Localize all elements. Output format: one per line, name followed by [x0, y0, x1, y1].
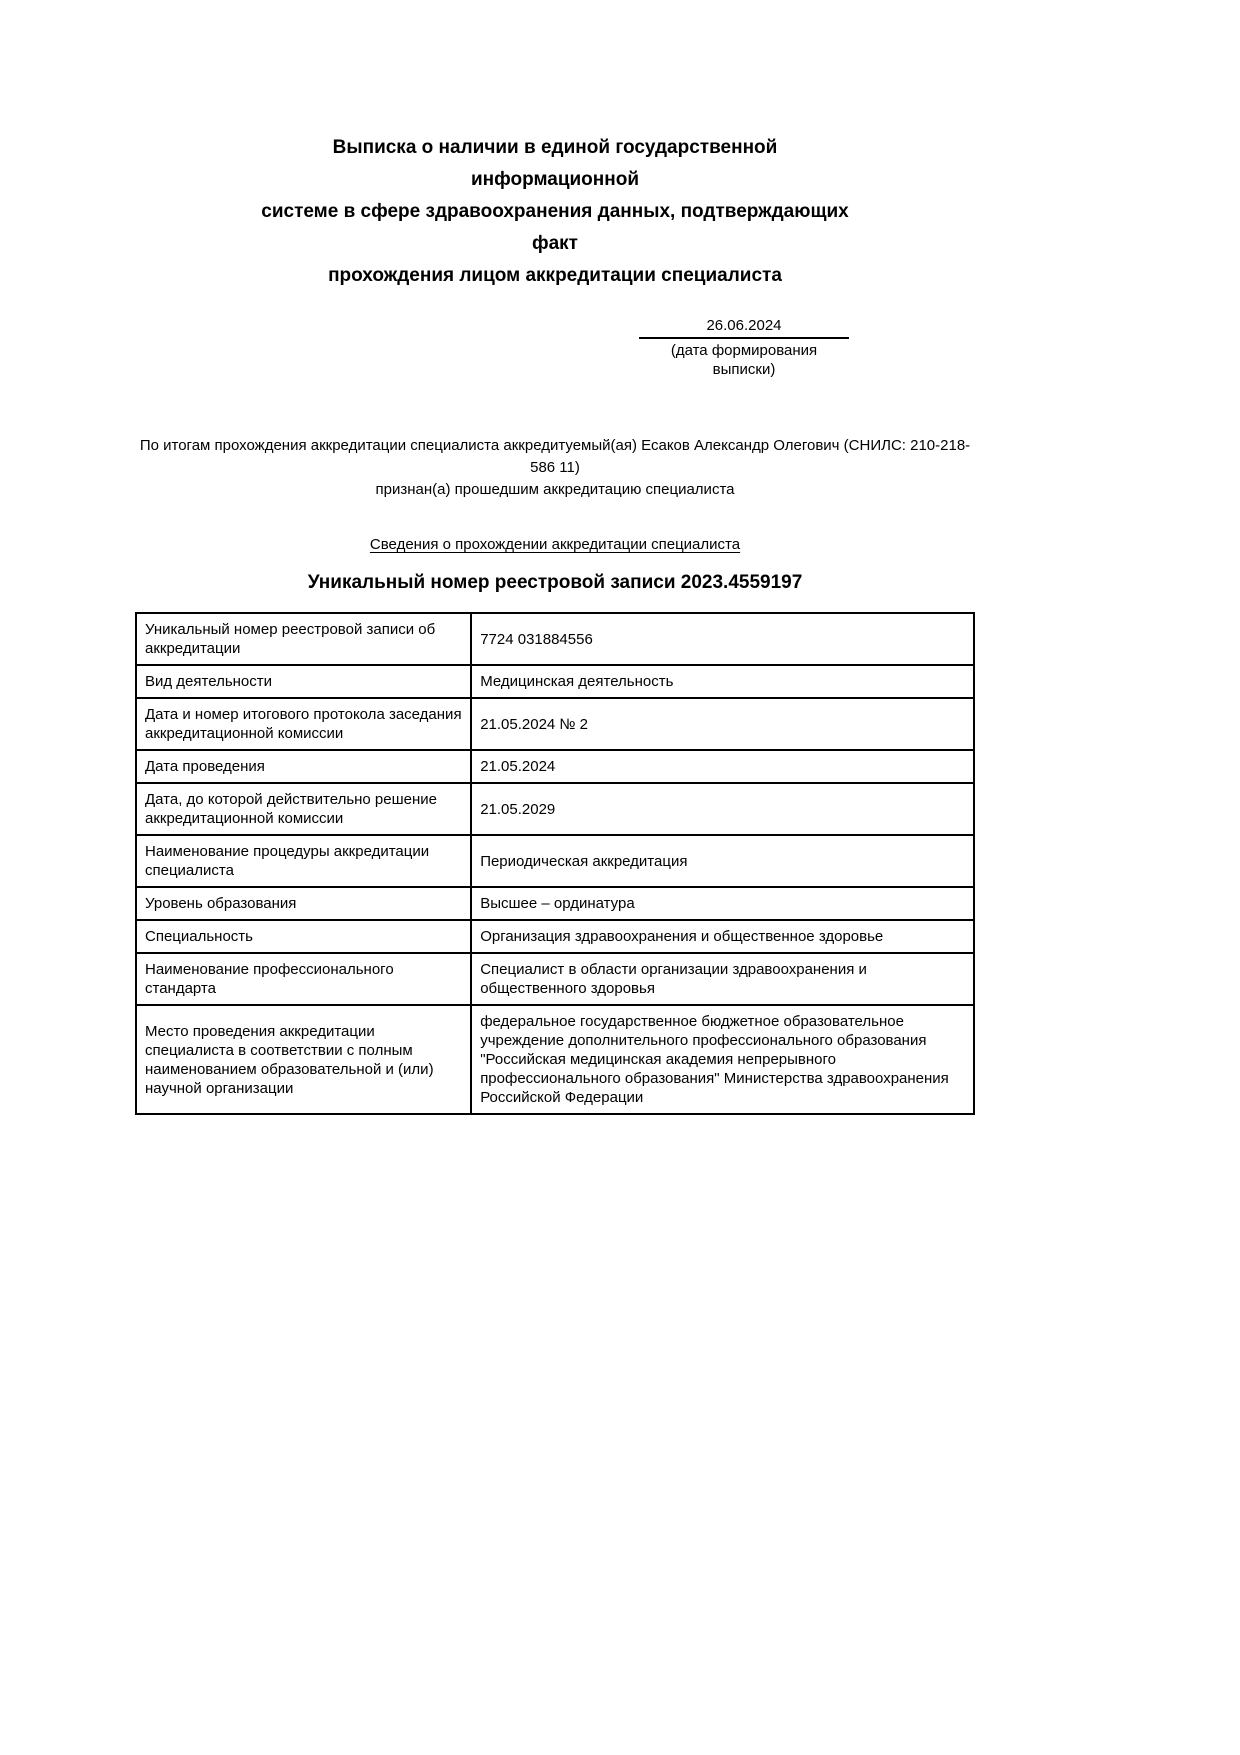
row-label: Уровень образования [136, 887, 471, 920]
intro-paragraph-line-1: По итогам прохождения аккредитации специалиста аккредитуемый(ая) Есаков Александр Олегович (СНИЛС: 210-218-586 11) [139, 437, 971, 476]
table-row [136, 835, 974, 887]
row-value: Медицинская деятельность [471, 665, 974, 698]
row-value: Организация здравоохранения и общественное здоровье [471, 920, 974, 953]
row-value: 7724 031884556 [471, 613, 974, 665]
row-value: федеральное государственное бюджетное образовательное учреждение дополнительного профессионального образования "Российская медицинская академия непрерывного профессионального образования" Министерства здравоохранения Российской Федерации [471, 1005, 974, 1114]
document-title-line-2: системе в сфере здравоохранения данных, подтверждающих факт [261, 201, 849, 254]
row-label: Наименование процедуры аккредитации специалиста [136, 835, 471, 887]
accreditation-table [135, 612, 975, 1115]
section-heading: Сведения о прохождении аккредитации специалиста [369, 536, 741, 553]
table-row [136, 953, 974, 1005]
table-row [136, 750, 974, 783]
row-label: Специальность [136, 920, 471, 953]
row-label: Дата проведения [136, 750, 471, 783]
row-value: 21.05.2029 [471, 783, 974, 835]
document-title [255, 132, 855, 292]
row-label: Дата и номер итогового протокола заседания аккредитационной комиссии [136, 698, 471, 750]
row-value: 21.05.2024 [471, 750, 974, 783]
extract-date-value: 26.06.2024 [639, 316, 849, 339]
registry-record-heading: Уникальный номер реестровой записи 2023.4559197 [307, 572, 803, 593]
intro-paragraph [135, 435, 975, 501]
document-page [135, 0, 975, 1115]
table-row [136, 887, 974, 920]
document-title-line-3: прохождения лицом аккредитации специалиста [328, 265, 782, 286]
row-value: Специалист в области организации здравоохранения и общественного здоровья [471, 953, 974, 1005]
table-row [136, 920, 974, 953]
row-value: Высшее – ординатура [471, 887, 974, 920]
row-label: Место проведения аккредитации специалиста в соответствии с полным наименованием образовательной и (или) научной организации [136, 1005, 471, 1114]
table-row [136, 783, 974, 835]
row-label: Вид деятельности [136, 665, 471, 698]
document-title-line-1: Выписка о наличии в единой государственной информационной [332, 137, 778, 190]
table-row [136, 665, 974, 698]
row-label: Уникальный номер реестровой записи об аккредитации [136, 613, 471, 665]
row-label: Наименование профессионального стандарта [136, 953, 471, 1005]
row-label: Дата, до которой действительно решение аккредитационной комиссии [136, 783, 471, 835]
row-value: 21.05.2024 № 2 [471, 698, 974, 750]
row-value: Периодическая аккредитация [471, 835, 974, 887]
table-row [136, 1005, 974, 1114]
intro-paragraph-line-2: признан(а) прошедшим аккредитацию специалиста [375, 481, 735, 498]
extract-date-caption: (дата формирования выписки) [670, 342, 818, 378]
table-row [136, 613, 974, 665]
extract-date-block [639, 316, 849, 379]
table-row [136, 698, 974, 750]
